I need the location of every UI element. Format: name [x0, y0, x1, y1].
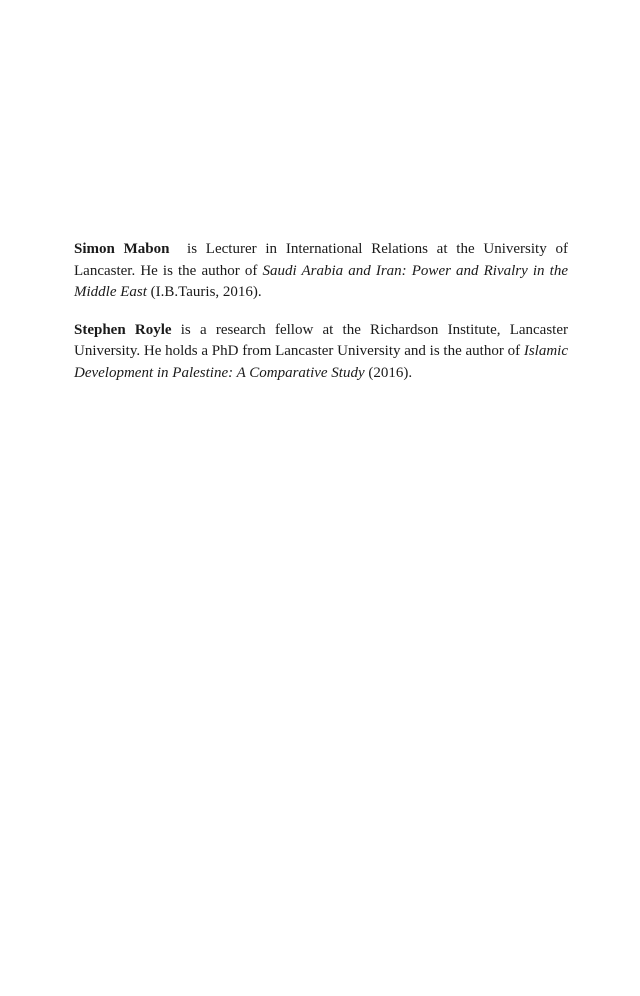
bio-text-end: (I.B.Tauris, 2016).: [146, 284, 262, 300]
author-bios: [74, 239, 568, 384]
book-title: Saudi Arabia and Iran: Power and Rivalry in the Middle East: [74, 262, 568, 300]
author-bio-stephen-royle: [74, 320, 568, 385]
book-title: Islamic Development in Palestine: A Comparative Study: [74, 343, 568, 381]
bio-text: is a research fellow at the Richardson Institute, Lancaster University. He holds a PhD from Lancaster University and is the author of: [74, 321, 568, 359]
author-name: Stephen Royle: [74, 321, 172, 338]
author-bio-simon-mabon: [74, 239, 568, 304]
bio-text-end: (2016).: [364, 364, 413, 381]
bio-text: is Lecturer in International Relations at the University of Lancaster. He is the author of: [74, 241, 568, 279]
author-name: Simon Mabon: [74, 241, 170, 257]
